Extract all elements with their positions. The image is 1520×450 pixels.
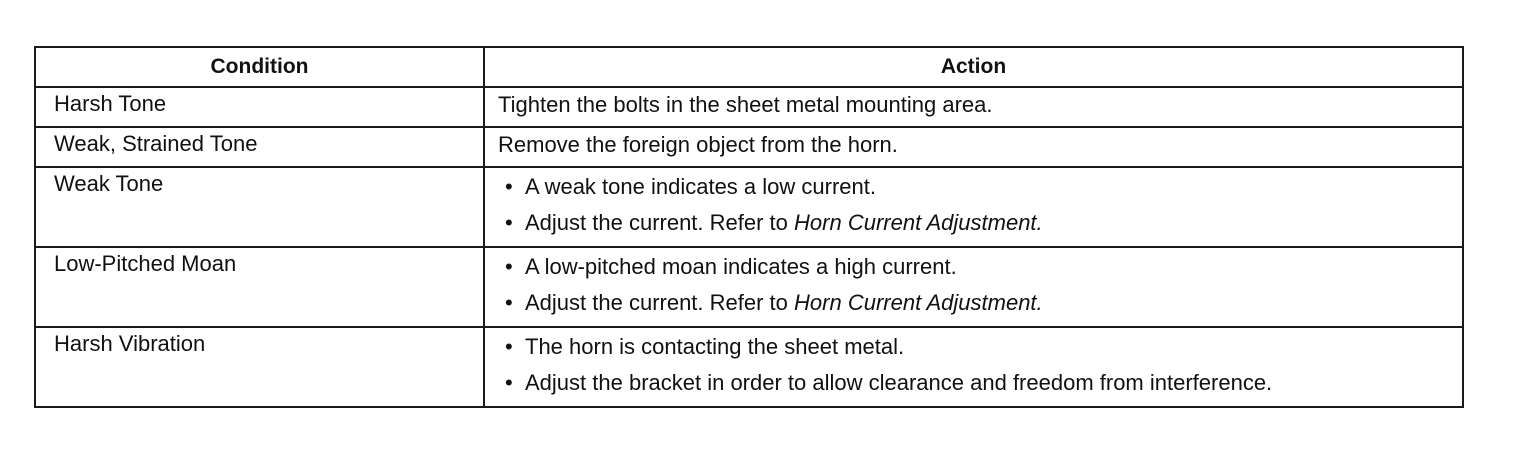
condition-cell: Low-Pitched Moan (35, 247, 484, 327)
bullet-text: The horn is contacting the sheet metal. (525, 334, 905, 359)
table-row (35, 247, 1463, 327)
bullet-icon: • (505, 174, 513, 199)
action-bullet (505, 174, 1462, 210)
action-bullet-list (485, 248, 1462, 326)
bullet-icon: • (505, 254, 513, 279)
bullet-icon: • (505, 290, 513, 315)
action-bullet (505, 334, 1462, 370)
reference-link-text: Horn Current Adjustment. (794, 290, 1043, 315)
bullet-text: A low-pitched moan indicates a high current. (525, 254, 957, 279)
table-row (35, 167, 1463, 247)
bullet-icon: • (505, 210, 513, 235)
header-action: Action (484, 47, 1463, 87)
action-cell (484, 167, 1463, 247)
action-bullet (505, 290, 1462, 326)
bullet-icon: • (505, 334, 513, 359)
action-bullet (505, 370, 1462, 406)
action-cell (484, 247, 1463, 327)
reference-link-text: Horn Current Adjustment. (794, 210, 1043, 235)
action-cell: Remove the foreign object from the horn. (484, 127, 1463, 167)
header-row (35, 47, 1463, 87)
bullet-text: A weak tone indicates a low current. (525, 174, 876, 199)
bullet-text: Adjust the current. Refer to (525, 290, 795, 315)
table-row (35, 87, 1463, 127)
bullet-icon: • (505, 370, 513, 395)
condition-cell: Harsh Vibration (35, 327, 484, 407)
condition-action-table (34, 46, 1464, 408)
header-condition: Condition (35, 47, 484, 87)
condition-cell: Harsh Tone (35, 87, 484, 127)
action-bullet-list (485, 168, 1462, 246)
action-bullet (505, 254, 1462, 290)
condition-cell: Weak, Strained Tone (35, 127, 484, 167)
table-row (35, 327, 1463, 407)
table-row (35, 127, 1463, 167)
bullet-text: Adjust the bracket in order to allow clearance and freedom from interference. (525, 370, 1273, 395)
condition-cell: Weak Tone (35, 167, 484, 247)
action-cell (484, 327, 1463, 407)
action-bullet (505, 210, 1462, 246)
action-bullet-list (485, 328, 1462, 406)
bullet-text: Adjust the current. Refer to (525, 210, 795, 235)
action-cell: Tighten the bolts in the sheet metal mounting area. (484, 87, 1463, 127)
